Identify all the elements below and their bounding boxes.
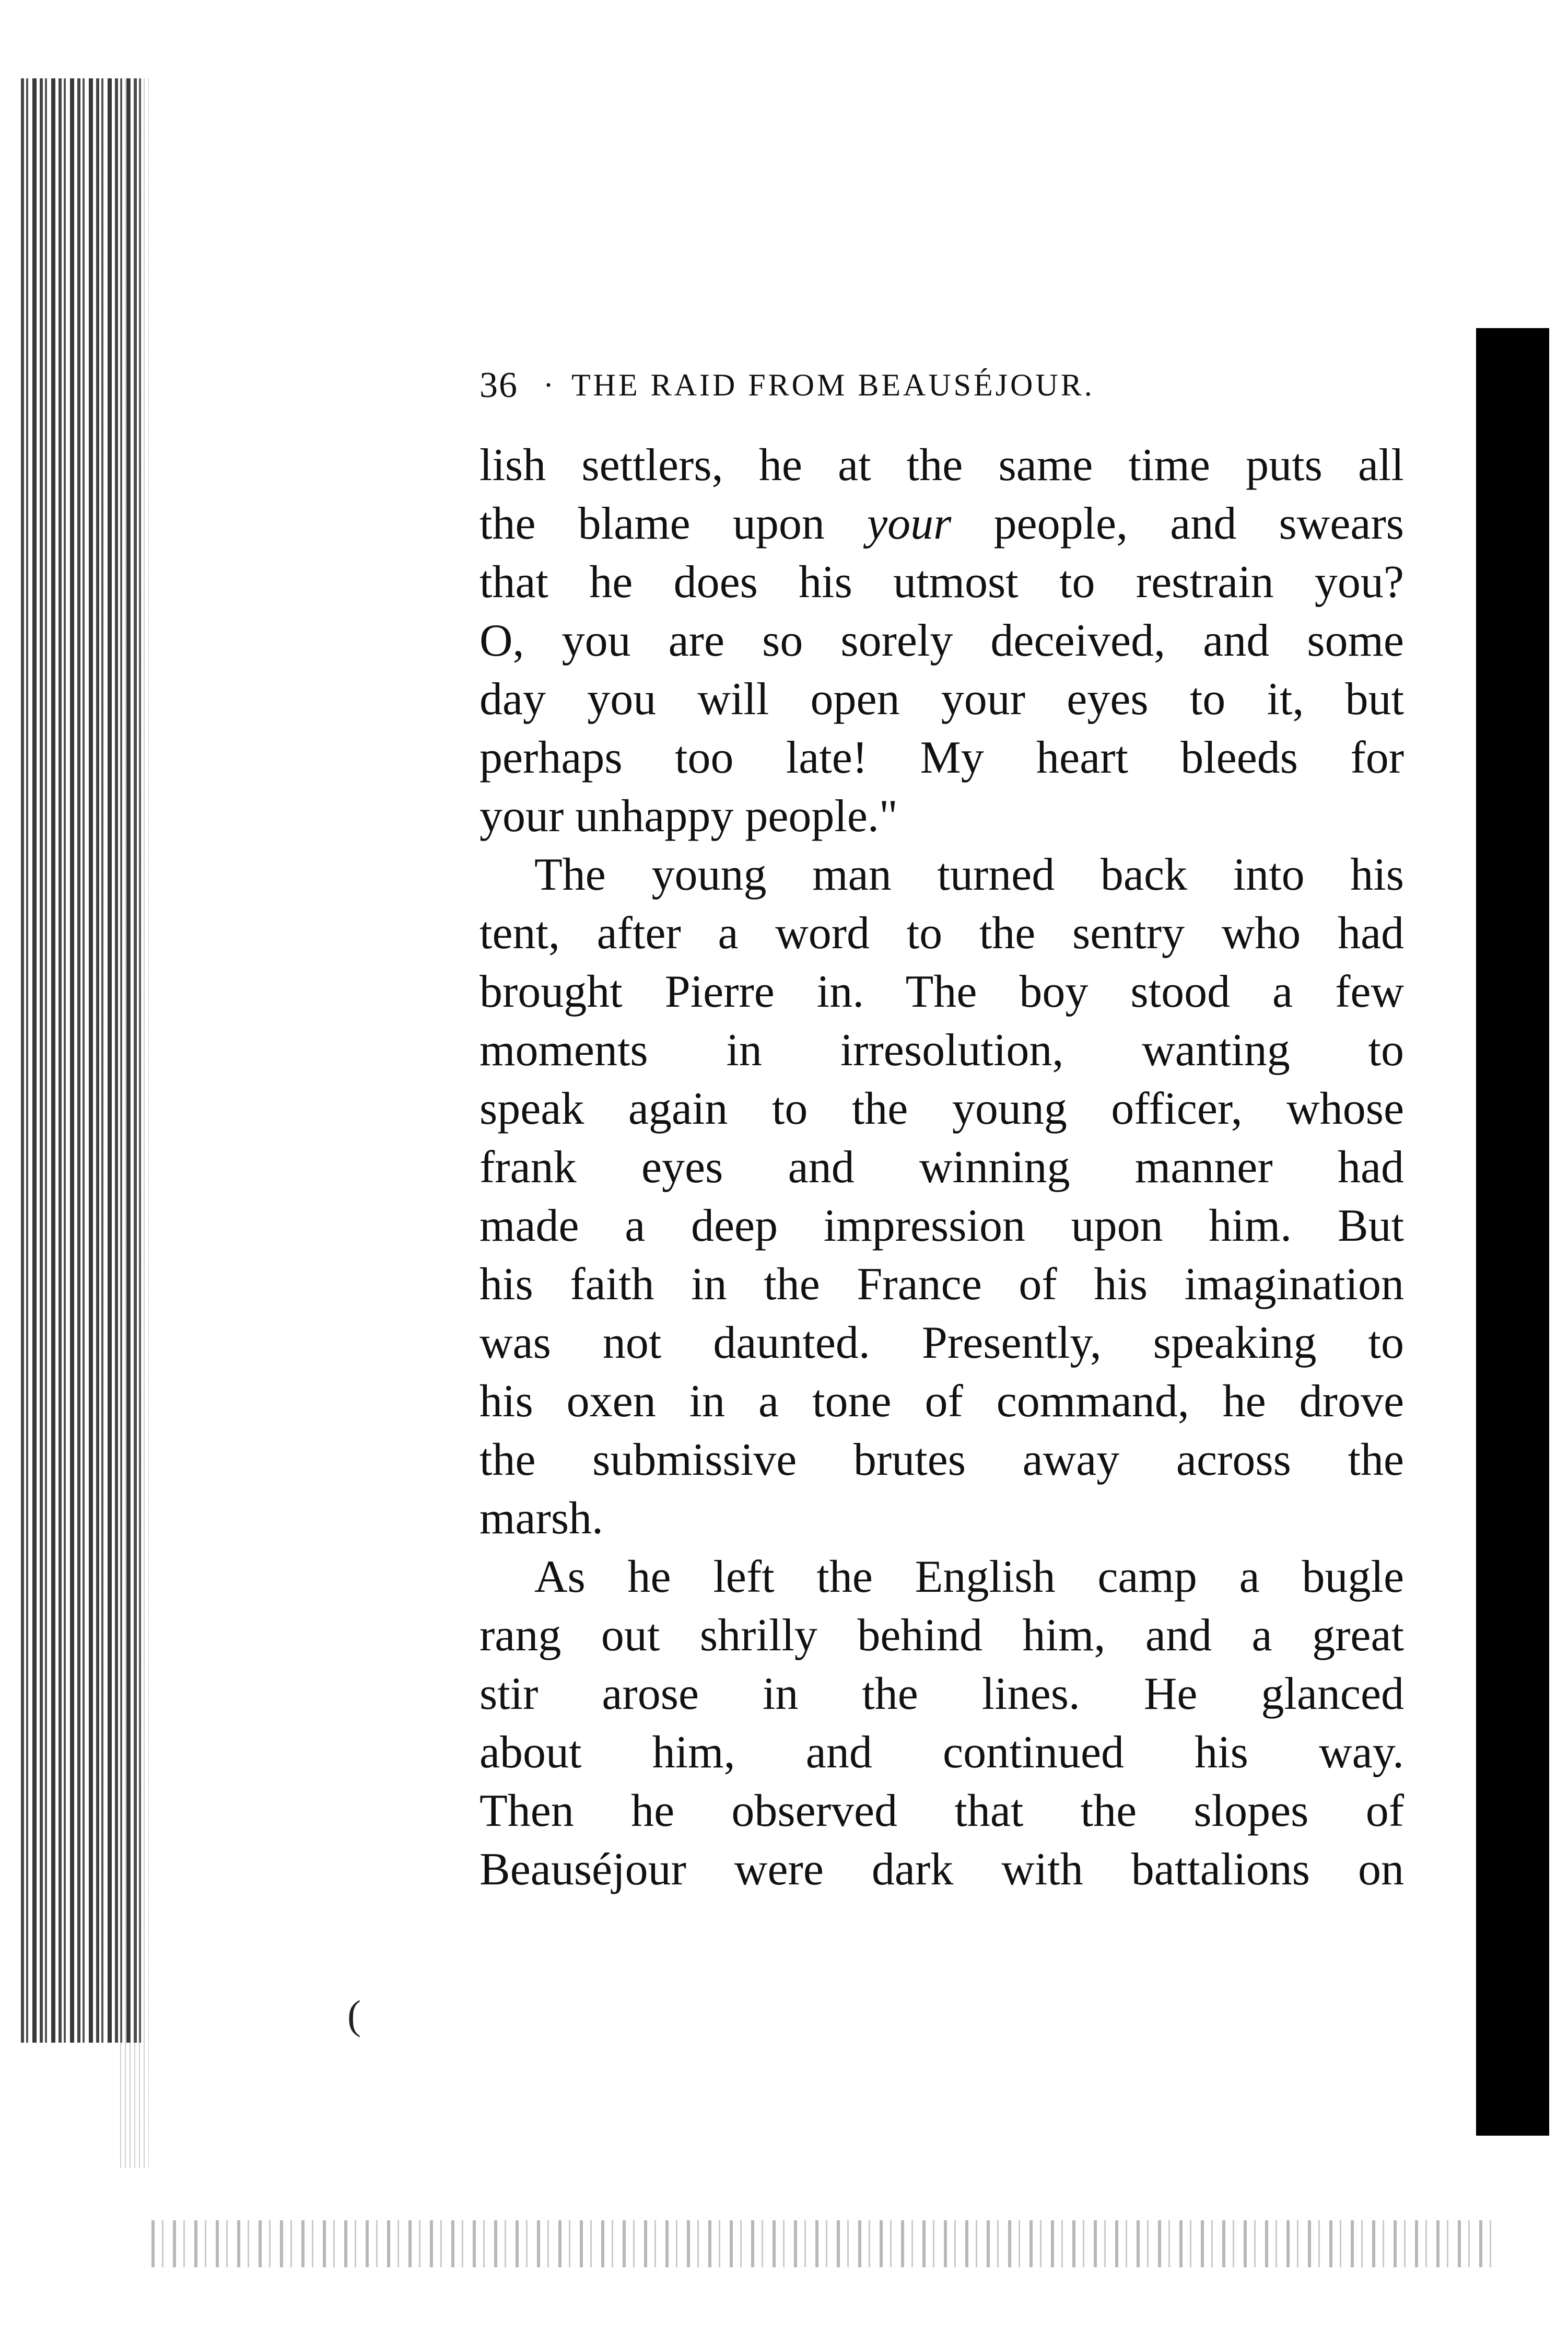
text-line-7: your unhappy people." (479, 791, 898, 842)
text-line-21: rang out shrilly behind him, and a great (479, 1610, 1404, 1661)
text-line-2-end: people, and swears (951, 498, 1404, 549)
scan-left-edge-faint-noise (120, 78, 149, 2168)
page-number: 36 (479, 365, 518, 405)
text-line-23: about him, and continued his way. (479, 1727, 1404, 1778)
text-line-14: made a deep impression upon him. But (479, 1201, 1404, 1251)
text-line-22: stir arose in the lines. He glanced (479, 1669, 1404, 1719)
text-line-11: moments in irresolution, wanting to (479, 1025, 1404, 1076)
text-line-4: O, you are so sorely deceived, and some (479, 615, 1404, 666)
text-line-3: that he does his utmost to restrain you? (479, 557, 1404, 608)
scan-right-black-bar (1476, 328, 1549, 2136)
text-line-9: tent, after a word to the sentry who had (479, 908, 1404, 959)
text-line-2 (479, 495, 1404, 553)
text-line-1 (479, 436, 1404, 495)
text-line-5: day you will open your eyes to it, but (479, 674, 1404, 725)
page-text (479, 436, 1404, 1899)
text-line-2-start: the blame upon (479, 498, 868, 549)
text-line-17: his oxen in a tone of command, he drove (479, 1376, 1404, 1427)
text-line-25: Beauséjour were dark with battalions on (479, 1844, 1404, 1895)
italic-word-your: your (867, 498, 952, 549)
page-header (479, 360, 1284, 410)
text-line-18: the submissive brutes away across the (479, 1435, 1404, 1485)
paragraph-3-first-line: As he left the English camp a bugle (534, 1552, 1404, 1602)
text-line-1-content: lish settlers, he at the same time puts all (479, 440, 1404, 491)
text-line-10: brought Pierre in. The boy stood a few (479, 966, 1404, 1017)
margin-bracket-mark: ( (347, 1992, 361, 2037)
text-line-19: marsh. (479, 1493, 604, 1544)
scan-bottom-noise (151, 2220, 1499, 2267)
text-line-13: frank eyes and winning manner had (479, 1142, 1404, 1193)
text-line-12: speak again to the young officer, whose (479, 1084, 1404, 1134)
running-title: THE RAID FROM BEAUSÉJOUR. (571, 368, 1095, 402)
text-line-6: perhaps too late! My heart bleeds for (479, 732, 1404, 783)
text-line-24: Then he observed that the slopes of (479, 1786, 1404, 1836)
text-line-16: was not daunted. Presently, speaking to (479, 1318, 1404, 1368)
paragraph-2-first-line: The young man turned back into his (534, 849, 1404, 900)
header-separator: · (543, 368, 555, 402)
text-line-15: his faith in the France of his imagination (479, 1259, 1404, 1310)
